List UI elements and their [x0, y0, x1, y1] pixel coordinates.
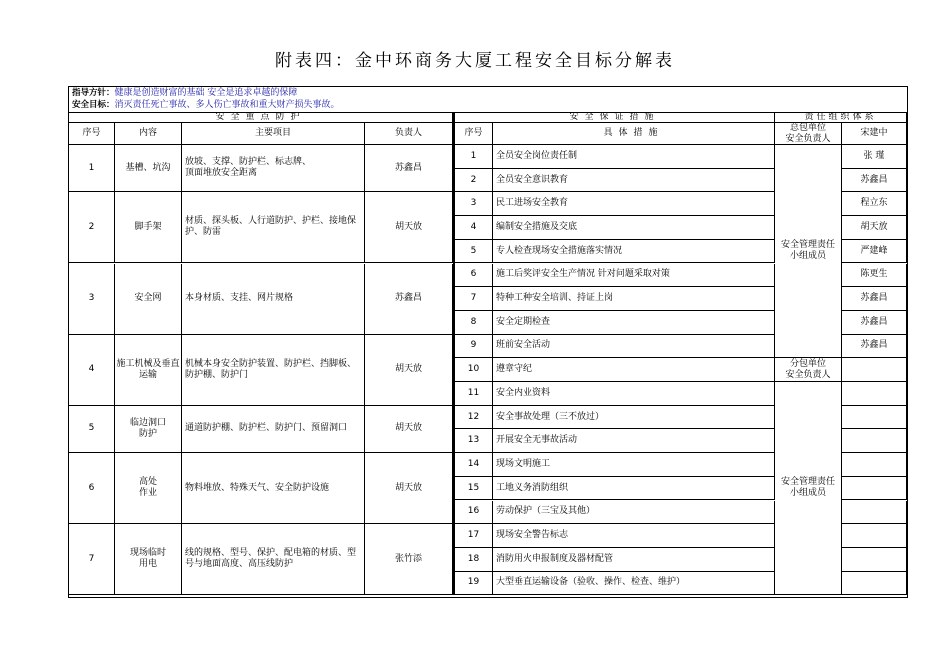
protection-row-content: 施工机械及垂直运输	[115, 335, 182, 406]
measure-row-number: 13	[455, 429, 493, 453]
measure-row-number: 4	[455, 216, 493, 240]
measure-row-number: 7	[455, 287, 493, 311]
measure-row-text: 编制安全措施及交底	[493, 216, 775, 240]
measure-row-person: 苏鑫昌	[842, 335, 907, 359]
safety-goal-table	[68, 86, 908, 598]
protection-row-owner: 张竹添	[365, 524, 453, 595]
measure-row-person	[842, 501, 907, 525]
measure-row-text: 工地义务消防组织	[493, 477, 775, 501]
principle-value: 健康是创造财富的基础 安全是追求卓越的保障	[114, 88, 298, 98]
protection-row-content: 基槽、坑沟	[115, 145, 182, 192]
protection-row-number: 3	[69, 264, 115, 335]
measure-row-text: 劳动保护（三宝及其他）	[493, 501, 775, 525]
measure-row-text: 现场文明施工	[493, 453, 775, 477]
measure-row-number: 8	[455, 311, 493, 335]
measure-row-person: 陈更生	[842, 264, 907, 288]
protection-row-number: 5	[69, 406, 115, 453]
protection-row-owner: 胡天放	[365, 406, 453, 453]
group-header-organization: 责任组织体系	[775, 112, 907, 123]
protection-row-owner: 胡天放	[365, 453, 453, 524]
protection-row-owner: 胡天放	[365, 192, 453, 263]
measure-row-person	[842, 524, 907, 548]
measure-row-number: 16	[455, 501, 493, 525]
protection-row-owner: 胡天放	[365, 335, 453, 406]
col-header-measures: 具体措施	[493, 123, 775, 145]
protection-row-content: 现场临时 用电	[115, 524, 182, 595]
protection-row-items: 材质、探头板、人行道防护、护栏、接地保护、防雷	[182, 192, 365, 263]
col-header-owner: 负责人	[365, 123, 453, 145]
group-header-measures: 安全保证措施	[455, 112, 775, 123]
protection-row-number: 7	[69, 524, 115, 595]
protection-row-number: 2	[69, 192, 115, 263]
protection-row-number: 1	[69, 145, 115, 192]
protection-row-content: 安全网	[115, 264, 182, 335]
page-title: 附表四：金中环商务大厦工程安全目标分解表	[275, 51, 675, 71]
guideline-principle	[69, 87, 907, 99]
measure-row-number: 12	[455, 406, 493, 430]
protection-row-number: 6	[69, 453, 115, 524]
measure-row-person: 苏鑫昌	[842, 169, 907, 193]
measure-row-text: 特种工种安全培训、持证上岗	[493, 287, 775, 311]
measure-row-person	[842, 358, 907, 382]
measure-row-number: 18	[455, 548, 493, 572]
measure-row-person: 程立东	[842, 192, 907, 216]
measure-row-text: 民工进场安全教育	[493, 192, 775, 216]
section-divider	[453, 112, 455, 595]
protection-row-items: 本身材质、支挂、网片规格	[182, 264, 365, 335]
measure-row-text: 现场安全警告标志	[493, 524, 775, 548]
measure-row-text: 安全事故处理（三不放过）	[493, 406, 775, 430]
measure-row-number: 14	[455, 453, 493, 477]
group-header-protection: 安全重点防护	[69, 112, 453, 123]
measure-row-text: 施工后奖评安全生产情况 针对问题采取对策	[493, 264, 775, 288]
protection-row-owner: 苏鑫昌	[365, 145, 453, 192]
protection-row-items: 物料堆放、特殊天气、安全防护设施	[182, 453, 365, 524]
org-group-members: 安全管理责任 小组成员	[775, 145, 842, 358]
measure-row-person	[842, 548, 907, 572]
guideline-block	[69, 87, 907, 113]
measure-row-text: 安全定期检查	[493, 311, 775, 335]
measure-row-person	[842, 382, 907, 406]
measure-row-text: 专人检查现场安全措施落实情况	[493, 240, 775, 264]
col-header-seq: 序号	[69, 123, 115, 145]
measure-row-person	[842, 406, 907, 430]
col-header-content: 内容	[115, 123, 182, 145]
measure-row-person	[842, 453, 907, 477]
protection-row-items: 机械本身安全防护装置、防护栏、挡脚板、防护棚、防护门	[182, 335, 365, 406]
measure-row-person: 严建峰	[842, 240, 907, 264]
measure-row-text: 全员安全意识教育	[493, 169, 775, 193]
measure-row-number: 11	[455, 382, 493, 406]
measure-row-person	[842, 572, 907, 596]
protection-row-content: 高处 作业	[115, 453, 182, 524]
measure-row-text: 班前安全活动	[493, 335, 775, 359]
col-header-seq2: 序号	[455, 123, 493, 145]
measure-row-person	[842, 477, 907, 501]
protection-row-items: 通道防护棚、防护栏、防护门、预留洞口	[182, 406, 365, 453]
measure-row-number: 10	[455, 358, 493, 382]
measure-row-text: 开展安全无事故活动	[493, 429, 775, 453]
measure-row-number: 5	[455, 240, 493, 264]
measure-row-number: 6	[455, 264, 493, 288]
principle-label: 指导方针：	[72, 88, 115, 98]
org-group-members-2: 安全管理责任 小组成员	[775, 382, 842, 595]
col-header-lead-name: 宋建中	[842, 123, 907, 145]
goal-label: 安全目标：	[72, 100, 115, 110]
measure-row-text: 大型垂直运输设备（验收、操作、检查、维护）	[493, 572, 775, 596]
protection-row-content: 临边洞口 防护	[115, 406, 182, 453]
protection-row-owner: 苏鑫昌	[365, 264, 453, 335]
org-subcontractor-lead: 分包单位 安全负责人	[775, 358, 842, 382]
protection-row-items: 放坡、支撑、防护栏、标志牌、 顶面堆放安全距离	[182, 145, 365, 192]
measure-row-number: 1	[455, 145, 493, 169]
measure-row-number: 2	[455, 169, 493, 193]
measure-row-number: 9	[455, 335, 493, 359]
measure-row-person: 苏鑫昌	[842, 287, 907, 311]
protection-row-number: 4	[69, 335, 115, 406]
measure-row-text: 消防用火申报制度及器材配管	[493, 548, 775, 572]
measure-row-text: 遵章守纪	[493, 358, 775, 382]
goal-value: 消灭责任死亡事故、多人伤亡事故和重大财产损失事故。	[114, 100, 340, 110]
measure-row-number: 17	[455, 524, 493, 548]
protection-row-content: 脚手架	[115, 192, 182, 263]
measure-row-number: 15	[455, 477, 493, 501]
col-header-main-items: 主要项目	[182, 123, 365, 145]
measure-row-number: 3	[455, 192, 493, 216]
protection-row-items: 线的规格、型号、保护、配电箱的材质、型号与地面高度、高压线防护	[182, 524, 365, 595]
measure-row-number: 19	[455, 572, 493, 596]
measure-row-person	[842, 429, 907, 453]
measure-row-person: 张 瑾	[842, 145, 907, 169]
measure-row-text: 安全内业资料	[493, 382, 775, 406]
col-header-contractor-lead: 总包单位 安全负责人	[775, 123, 842, 145]
measure-row-text: 全员安全岗位责任制	[493, 145, 775, 169]
measure-row-person: 苏鑫昌	[842, 311, 907, 335]
measure-row-person: 胡天放	[842, 216, 907, 240]
guideline-goal	[69, 99, 907, 111]
